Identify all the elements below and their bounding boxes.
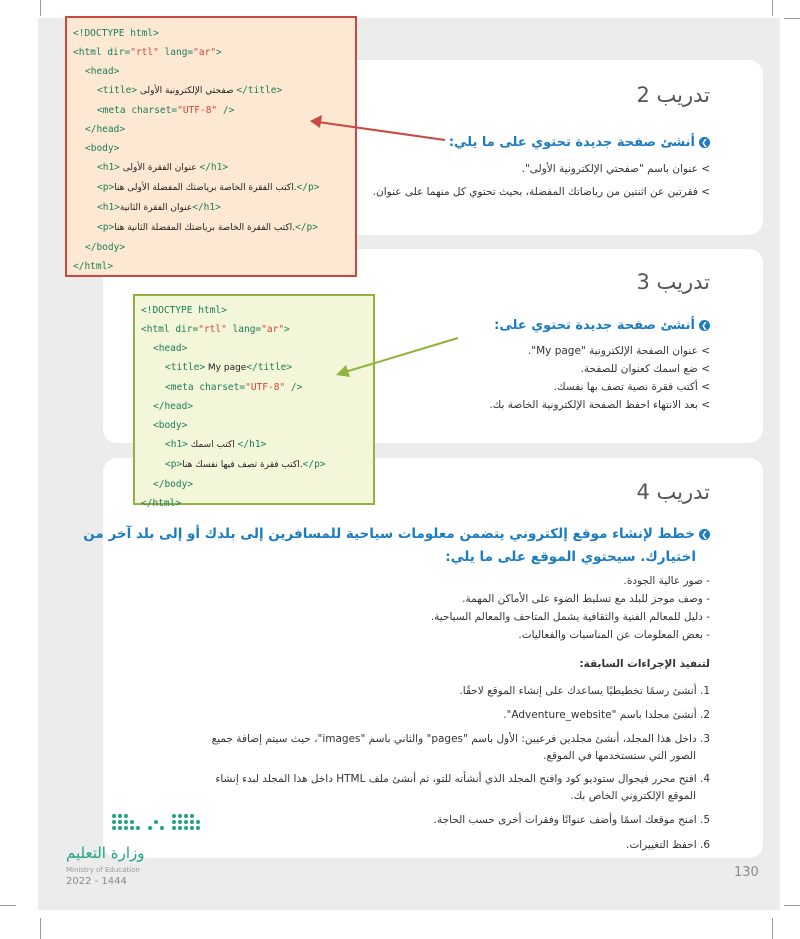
exercise-3-line: > بعد الانتهاء احفظ الصفحة الإلكترونية الخاصة بك. (489, 399, 710, 411)
exercise-3-line: > عنوان الصفحة الإلكترونية "My page". (527, 345, 710, 357)
red-arrow-head (310, 115, 322, 128)
exercise-3-title: تدريب 3 (636, 270, 710, 294)
exercise-2-title: تدريب 2 (636, 83, 710, 107)
step-item-cont: الموقع الإلكتروني الخاص بك. (570, 790, 696, 802)
ministry-year: 2022 - 1444 (66, 876, 127, 887)
exercise-3-line: > ضع اسمك كعنوان للصفحة. (580, 363, 710, 375)
step-item: 5. امنح موقعك اسمًا وأضف عنوانًا وفقرات أخرى حسب الحاجة. (433, 814, 710, 826)
exercise-4-subtitle-text: خطط لإنشاء موقع إلكتروني يتضمن معلومات سياحية للمسافرين إلى بلدك أو إلى بلد آخر من (83, 526, 695, 542)
exercise-2-line: > عنوان باسم "صفحتي الإلكترونية الأولى". (521, 163, 710, 175)
exercise-2-subtitle-text: أنشئ صفحة جديدة تحتوي على ما يلي: (448, 135, 695, 150)
ministry-name-arabic: وزارة التعليم (66, 844, 145, 862)
exercise-4-bullet: - بعض المعلومات عن المناسبات والفعاليات. (518, 629, 710, 641)
exercise-4-subtitle-cont: اختيارك. سيحتوي الموقع على ما يلي: (445, 549, 696, 565)
ministry-dots-icon (110, 812, 205, 834)
exercise-4-bullet: - صور عالية الجودة. (623, 575, 710, 587)
step-item: 1. أنشئ رسمًا تخطيطيًا يساعدك على إنشاء الموقع لاحقًا. (459, 685, 710, 697)
red-arrow-line (318, 122, 445, 140)
step-item: 2. أنشئ مجلدا باسم "Adventure_website". (503, 709, 710, 721)
exercise-4-title: تدريب 4 (636, 480, 710, 504)
exercise-3-line: > أكتب فقرة نصية تصف بها نفسك. (553, 381, 710, 393)
ministry-logo-mark (110, 812, 205, 838)
chevron-icon: ❯ (699, 529, 710, 540)
exercise-3-subtitle-text: أنشئ صفحة جديدة تحتوي على: (494, 318, 695, 333)
step-item: 4. افتح محرر فيجوال ستوديو كود وافتح المجلد الذي أنشأته للتو، ثم أنشئ ملف HTML داخل هذا المجلد لبدء إنشاء (215, 773, 710, 785)
exercise-4-bullet: - دليل للمعالم الفنية والثقافية يشمل المتاحف والمعالم السياحية. (430, 611, 710, 623)
step-item: 6. احفظ التغييرات. (625, 839, 710, 851)
ministry-name-english: Ministry of Education (66, 866, 140, 874)
exercise-2-line: > فقرتين عن اثنتين من رياضاتك المفضلة، بحيث تحتوي كل منهما على عنوان. (372, 186, 710, 198)
exercise-4-bullet: - وصف موجز للبلد مع تسليط الضوء على الأماكن المهمة. (462, 593, 710, 605)
code-listing-2: <!DOCTYPE html> <html dir="rtl" lang="ar"> <head> <title> My page</title> <meta charset="UTF-8" /> </head> <body> <h1> اكتب اسمك </h1> <p>اكتب فقرة تصف فيها نفسك هنا.</p> </body> </html> (141, 305, 326, 509)
green-arrow-head (336, 365, 350, 377)
chevron-icon: ❯ (699, 137, 710, 148)
step-item: 3. داخل هذا المجلد، أنشئ مجلدين فرعيين: الأول باسم "pages" والثاني باسم "images"، حيث سيتم إضافة جميع (211, 733, 710, 745)
page-number: 130 (734, 865, 759, 880)
steps-heading: لتنفيذ الإجراءات السابقة: (579, 658, 710, 670)
chevron-icon: ❯ (699, 320, 710, 331)
green-arrow-line (345, 338, 458, 372)
code-listing-1: <!DOCTYPE html> <html dir="rtl" lang="ar"> <head> <title> صفحتي الإلكترونية الأولى </title> <meta charset="UTF-8" /> </head> <body> <h1> عنوان الفقرة الأولى </h1> <p>اكتب الفقرة الخاصة برياضتك المفضلة الأولى هنا.</p> <h1>عنوان الفقرة الثانية</h1> <p>اكتب الفقرة الخاصة برياضتك المفضلة الثانية هنا.</p> </body> </html> (73, 28, 320, 272)
step-item-cont: الصور التي ستستخدمها في الموقع. (543, 750, 696, 762)
